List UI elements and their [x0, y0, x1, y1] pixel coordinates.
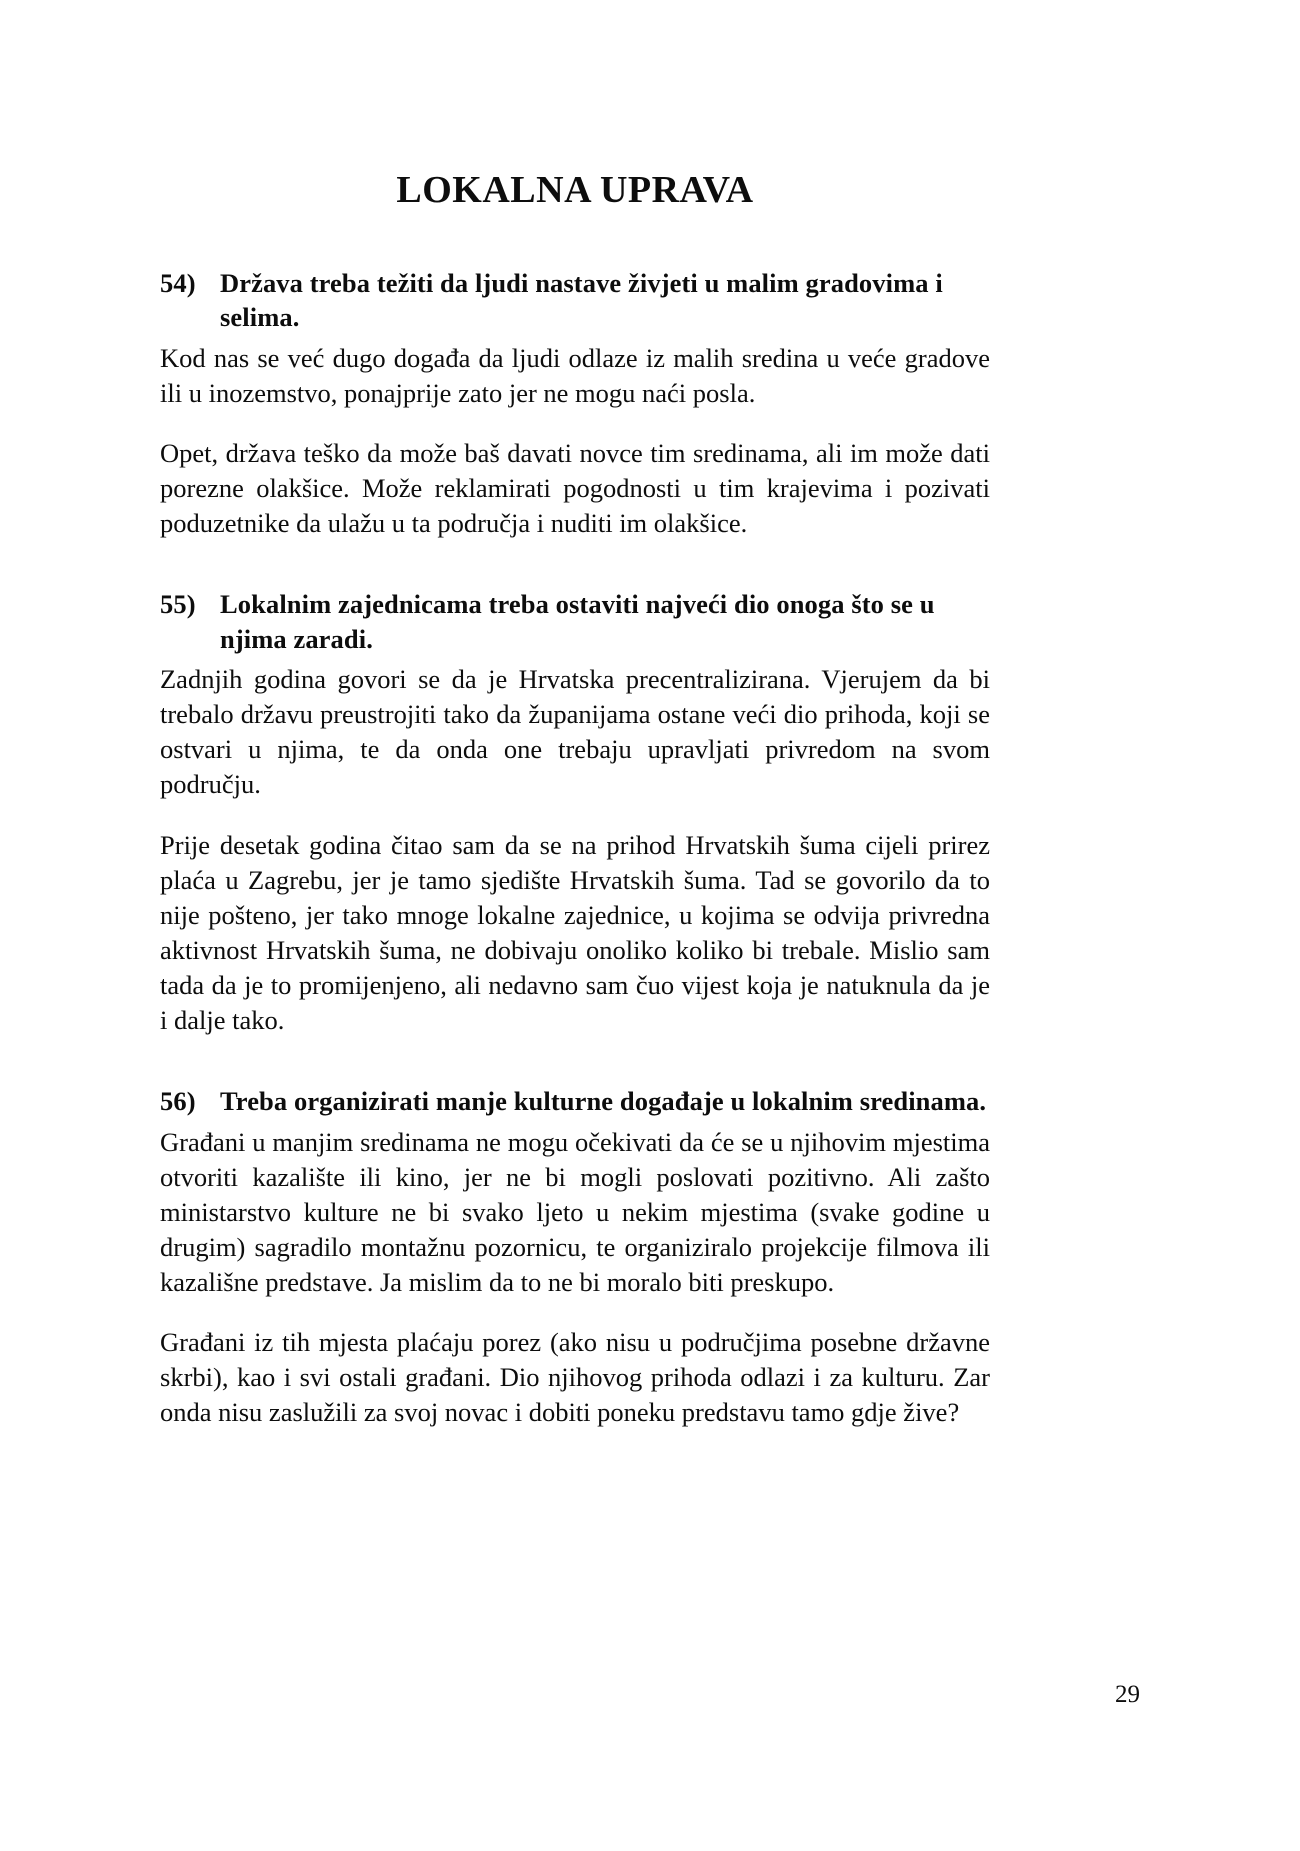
- question-number-56: 56): [160, 1086, 196, 1117]
- question-number-54: 54): [160, 267, 196, 298]
- question-heading-56: [160, 1084, 990, 1118]
- paragraph-56-2: Građani iz tih mjesta plaćaju porez (ako nisu u područjima posebne državne skrbi), kao i svi ostali građani. Dio njihovog prihoda odlazi i za kulturu. Zar onda nisu zaslužili za svoj novac i dobiti poneku predstavu tamo gdje žive?: [160, 1327, 990, 1428]
- paragraph-54-1: Kod nas se već dugo događa da ljudi odlaze iz malih sredina u veće gradove ili u inozemstvo, ponajprije zato jer ne mogu naći posla.: [160, 342, 990, 408]
- paragraph-55-1: Zadnjih godina govori se da je Hrvatska precentralizirana. Vjerujem da bi trebalo državu preustrojiti tako da županijama ostane veći dio prihoda, koji se ostvari u njima, te da onda one trebaju upravljati privredom na svom području.: [160, 664, 990, 800]
- page-content: [160, 0, 990, 1431]
- qa-section-55: [160, 587, 990, 1038]
- question-text-56: Treba organizirati manje kulturne događaje u lokalnim sredinama.: [220, 1086, 987, 1117]
- question-number-55: 55): [160, 589, 196, 620]
- page-number: 29: [1115, 1681, 1140, 1708]
- question-heading-55: [160, 587, 990, 656]
- chapter-title: LOKALNA UPRAVA: [396, 169, 754, 211]
- paragraph-56-1: Građani u manjim sredinama ne mogu očekivati da će se u njihovim mjestima otvoriti kazalište ili kino, jer ne bi mogli poslovati pozitivno. Ali zašto ministarstvo kulture ne bi svako ljeto u nekim mjestima (svake godine u drugim) sagradilo montažnu pozornicu, te organiziralo projekcije filmova ili kazališne predstave. Ja mislim da to ne bi moralo biti preskupo.: [160, 1126, 990, 1298]
- qa-section-56: [160, 1084, 990, 1430]
- paragraph-54-2: Opet, država teško da može baš davati novce tim sredinama, ali im može dati porezne olakšice. Može reklamirati pogodnosti u tim krajevima i pozivati poduzetnike da ulažu u ta područja i nuditi im olakšice.: [160, 437, 990, 539]
- question-text-55: Lokalnim zajednicama treba ostaviti najveći dio onoga što se u njima zaradi.: [220, 589, 935, 654]
- question-heading-54: [160, 266, 990, 335]
- question-text-54: Država treba težiti da ljudi nastave živjeti u malim gradovima i selima.: [220, 267, 943, 333]
- paragraph-55-2: Prije desetak godina čitao sam da se na prihod Hrvatskih šuma cijeli prirez plaća u Zagrebu, jer je tamo sjedište Hrvatskih šuma. Tad se govorilo da to nije pošteno, jer tako mnoge lokalne zajednice, u kojima se odvija privredna aktivnost Hrvatskih šuma, ne dobivaju onoliko koliko bi trebale. Mislio sam tada da je to promijenjeno, ali nedavno sam čuo vijest koja je natuknula da je i dalje tako.: [160, 829, 990, 1036]
- qa-section-54: [160, 266, 990, 541]
